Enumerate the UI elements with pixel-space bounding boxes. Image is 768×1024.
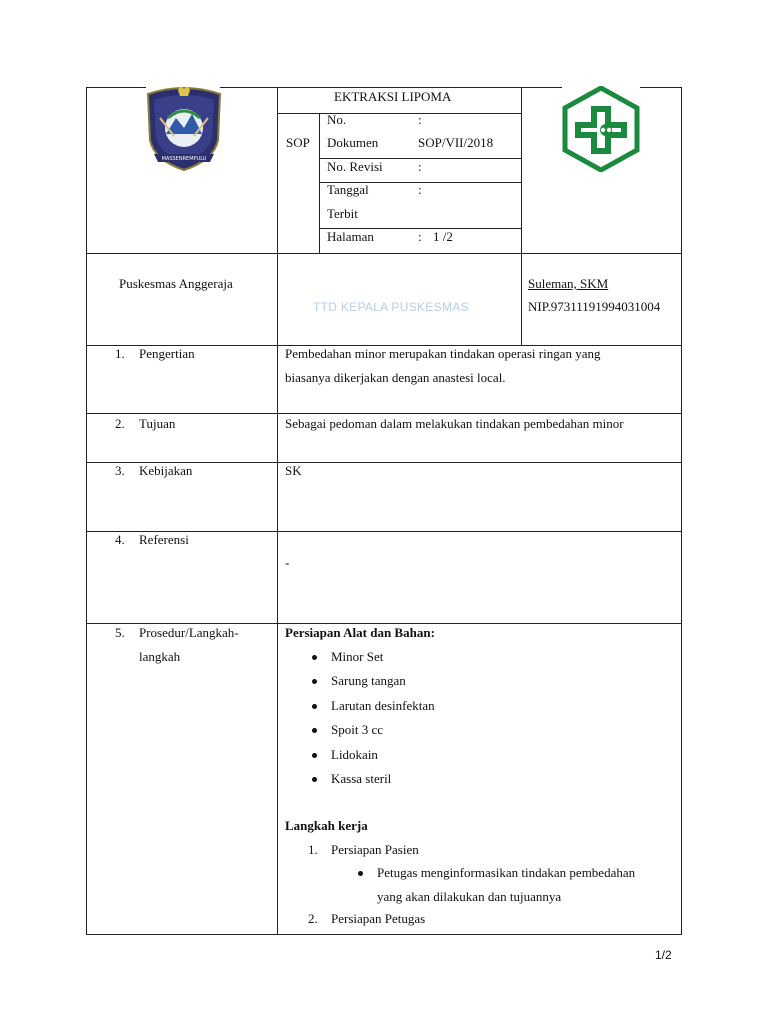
head-name: Suleman, SKM <box>528 276 609 291</box>
prosedur-number: 5. <box>115 625 125 640</box>
step2-number: 2. <box>308 911 318 926</box>
halaman-label: Halaman <box>327 229 374 244</box>
list-bullet <box>312 728 317 733</box>
pengertian-text-line2: biasanya dikerjakan dengan anastesi local. <box>285 370 506 385</box>
list-bullet <box>312 655 317 660</box>
list-bullet <box>312 777 317 782</box>
list-bullet <box>358 871 363 876</box>
halaman-colon: : <box>418 229 422 244</box>
tujuan-label: Tujuan <box>139 416 176 431</box>
tujuan-number: 2. <box>115 416 125 431</box>
head-nip: NIP.97311191994031004 <box>528 299 661 314</box>
list-item: Sarung tangan <box>331 673 406 688</box>
tanggal-terbit-label-1: Tanggal <box>327 182 369 197</box>
tanggal-terbit-label-2: Terbit <box>327 206 358 221</box>
list-bullet <box>312 753 317 758</box>
tujuan-text: Sebagai pedoman dalam melakukan tindakan pembedahan minor <box>285 416 624 431</box>
pengertian-label: Pengertian <box>139 346 195 361</box>
kebijakan-number: 3. <box>115 463 125 478</box>
no-revisi-colon: : <box>418 159 422 174</box>
referensi-text: - <box>285 555 290 570</box>
institution-name: Puskesmas Anggeraja <box>119 276 233 291</box>
referensi-number: 4. <box>115 532 125 547</box>
pengertian-number: 1. <box>115 346 125 361</box>
kebijakan-label: Kebijakan <box>139 463 193 478</box>
step1-number: 1. <box>308 842 318 857</box>
list-bullet <box>312 704 317 709</box>
list-item: Lidokain <box>331 747 378 762</box>
regency-emblem-logo <box>144 84 224 174</box>
no-dokumen-value: SOP/VII/2018 <box>418 135 494 150</box>
list-item: Kassa steril <box>331 771 392 786</box>
sop-label: SOP <box>286 135 310 150</box>
langkah-kerja-heading: Langkah kerja <box>285 818 368 833</box>
list-item: Larutan desinfektan <box>331 698 435 713</box>
list-item: Spoit 3 cc <box>331 722 383 737</box>
step2-label: Persiapan Petugas <box>331 911 426 926</box>
prosedur-label-line1: Prosedur/Langkah- <box>139 625 239 640</box>
tanggal-terbit-colon: : <box>418 182 422 197</box>
no-dokumen-label-2: Dokumen <box>327 135 379 150</box>
referensi-label: Referensi <box>139 532 189 547</box>
no-revisi-label: No. Revisi <box>327 159 383 174</box>
no-dokumen-colon: : <box>418 112 422 127</box>
no-dokumen-label-1: No. <box>327 112 347 127</box>
persiapan-heading: Persiapan Alat dan Bahan: <box>285 625 435 640</box>
kemenkes-logo <box>561 86 641 172</box>
signature-placeholder: TTD KEPALA PUSKESMAS <box>313 300 469 314</box>
page-number: 1/2 <box>655 948 672 962</box>
pengertian-text-line1: Pembedahan minor merupakan tindakan operasi ringan yang <box>285 346 601 361</box>
step1-sub-line2: yang akan dilakukan dan tujuannya <box>377 889 562 904</box>
list-bullet <box>312 679 317 684</box>
list-item: Minor Set <box>331 649 384 664</box>
emblem-caption: MASSENREMPULU <box>161 156 207 162</box>
step1-label: Persiapan Pasien <box>331 842 419 857</box>
kebijakan-text: SK <box>285 463 302 478</box>
step1-sub-line1: Petugas menginformasikan tindakan pembedahan <box>377 865 636 880</box>
document-title: EKTRAKSI LIPOMA <box>334 89 452 104</box>
halaman-value: 1 /2 <box>433 229 453 244</box>
prosedur-label-line2: langkah <box>139 649 181 664</box>
